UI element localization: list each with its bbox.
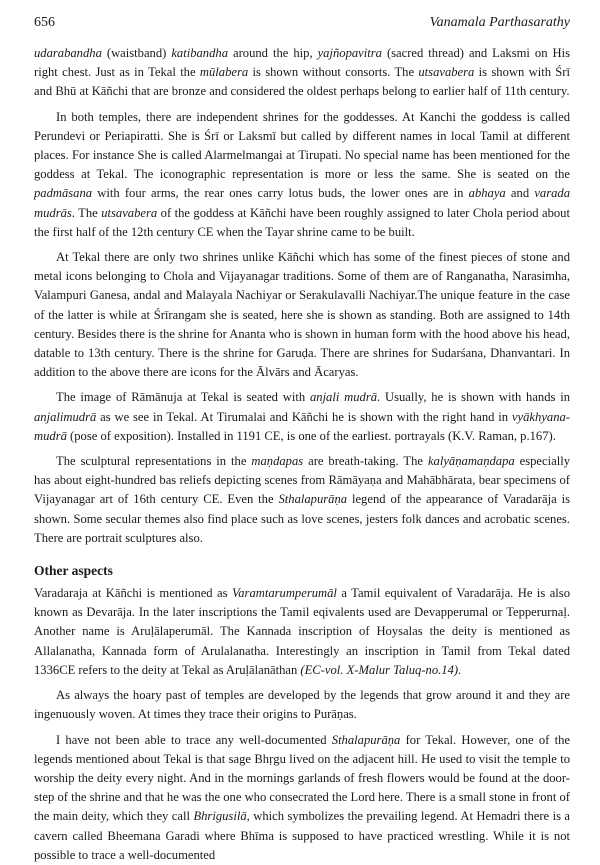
text-run: especially has about eight-hundred bas reliefs depicting scenes from Rāmāyaṇa and Mahābhārata, bear specimens of Vijayanagar art of 16th century CE. Even the [34, 454, 570, 507]
italic-term: varada mudrās [34, 186, 570, 220]
text-run: as we see in Tekal. At Tirumalai and Kāñchi he is shown with the right hand in [96, 409, 512, 424]
italic-term: Bhrigusilā [193, 809, 247, 824]
text-run: Varadaraja at Kāñchi is mentioned as [34, 586, 232, 601]
italic-term: padmāsana [34, 186, 93, 201]
text-run: with four arms, the rear ones carry lotus buds, the lower ones are in [92, 186, 469, 201]
paragraph [34, 388, 570, 446]
paragraph [34, 248, 570, 382]
text-run: a Tamil equivalent of Varadarāja. He is also known as Devarāja. In the later inscriptions the Tamil eqivalents used are Devapperumal or Tepperurnaḷ. Another name is Aruḷālaperumāl. The Kannada inscription of Hoysalas the deity is mentioned as Allalanatha, Kannada form of Arulalanatha. Interestingly an inscription in Tamil from Tekal dated 1336CE refers to the deity at Tekal as Aruḷālanāthan [34, 586, 571, 677]
paragraph [34, 108, 570, 242]
paragraph [34, 44, 570, 102]
text-run: As always the hoary past of temples are developed by the legends that grow around it and they are ingenuously woven. At times they trace their origins to Purāṇas. [34, 688, 570, 722]
text-run: around the hip, [228, 46, 318, 60]
section-body-text [34, 584, 570, 865]
italic-term: utsavabera [101, 205, 158, 220]
text-run: and [505, 186, 535, 201]
italic-term: Sthalapurāṇa [331, 732, 401, 747]
paragraph [34, 584, 570, 680]
text-run: The image of Rāmānuja at Tekal is seated with [56, 390, 310, 405]
italic-term: udarabandha [34, 46, 102, 60]
italic-term: abhaya [468, 186, 506, 201]
text-run: is shown without consorts. The [248, 65, 419, 80]
italic-term: yajñopavitra [317, 46, 382, 60]
text-run: is shown with Śrī and Bhū at Kāñchi that are bronze and considered the oldest perhaps belong to earlier half of 11th century. [34, 65, 571, 99]
italic-term: anjali mudrā [309, 390, 378, 405]
text-run: legend of the appearance of Varadarāja is shown. Some secular themes also find place such as love scenes, jesters folk dances and acrobatic scenes. There are portrait sculptures also. [34, 492, 570, 545]
running-title: Vanamala Parthasarathy [429, 15, 570, 30]
text-run: of the goddess at Kāñchi have been roughly assigned to later Chola period about the first half of the 12th century CE when the Tayar shrine came to be built. [34, 205, 570, 239]
italic-term: kalyāṇamaṇdapa [427, 454, 515, 469]
text-run: , which symbolizes the prevailing legend. At Hemadri there is a cavern called Bheemana Garadi where Bhīma is supposed to have practiced wrestling. While it is not possible to trace a well-documented [34, 809, 571, 862]
text-run: In both temples, there are independent shrines for the goddesses. At Kanchi the goddess is called Perundevi or Periapiratti. She is Śrī or Laksmī but called by different names in local Tamil at different places. For instance She is called Alarmelmangai at Tirupati. No special name has been mentioned for the goddess at Tekal. The iconographic representation is more or less the same. She is seated on the [34, 109, 570, 182]
italic-term: Varamtarumperumāl [231, 586, 337, 601]
paragraph [34, 452, 570, 548]
text-run: are breath-taking. The [303, 454, 428, 469]
italic-term: (EC-vol. X-Malur Taluq-no.14). [300, 662, 462, 677]
italic-term: anjalimudrā [34, 409, 97, 424]
page-number: 656 [34, 15, 55, 30]
italic-term: utsavabera [418, 65, 475, 80]
page-header [34, 14, 570, 32]
text-run: (pose of exposition). Installed in 1191 CE, is one of the earliest. portrayals (K.V. Raman, p.167). [66, 428, 556, 443]
section-heading: Other aspects [34, 563, 113, 579]
text-run: (waistband) [101, 46, 172, 60]
text-run: for Tekal. However, one of the legends mentioned about Tekal is that sage Bhṛgu lived on the adjacent hill. He used to visit the temple to worship the deity every night. And in the mornings garlands of fresh flowers would be found at the door-step of the shrine and that he was the one who consecrated the Lord here. There is a small stone in front of the main deity, which they call [34, 732, 570, 824]
body-text [34, 44, 570, 548]
text-run: . Usually, he is shown with hands in [377, 390, 571, 405]
italic-term: mūlabera [199, 65, 249, 80]
italic-term: vyākhyana-mudrā [34, 409, 570, 443]
italic-term: maṇdapas [251, 454, 304, 469]
text-run: The sculptural representations in the [56, 454, 252, 469]
paragraph [34, 731, 570, 865]
text-run: At Tekal there are only two shrines unlike Kāñchi which has some of the finest pieces of stone and metal icons belonging to Chola and Vijayanagar traditions. Some of them are of Ranganatha, Narasimha, Valampuri Ganesa, andal and Malayala Nachiyar or Serakulavalli Nachiyar.The unique feature in the case of the latter is while at Śrīrangam she is seated, here she is shown as standing. Both are assigned to 14th century. Besides there is the shrine for Ananta who is shown in human form with the hood above his head, datable to 13th century. There is the shrine for Garuḍa. There are shrines for Sudarśana, Dhanvantari. In addition to the above there are icons for the Ālvārs and Ācaryas. [34, 250, 570, 380]
text-run: . The [71, 205, 102, 220]
text-run: (sacred thread) and Laksmi on His right chest. Just as in Tekal the [34, 46, 570, 80]
italic-term: Sthalapurāṇa [278, 492, 348, 507]
italic-term: katibandha [171, 46, 228, 60]
paragraph [34, 686, 570, 724]
text-run: I have not been able to trace any well-documented [56, 732, 332, 747]
